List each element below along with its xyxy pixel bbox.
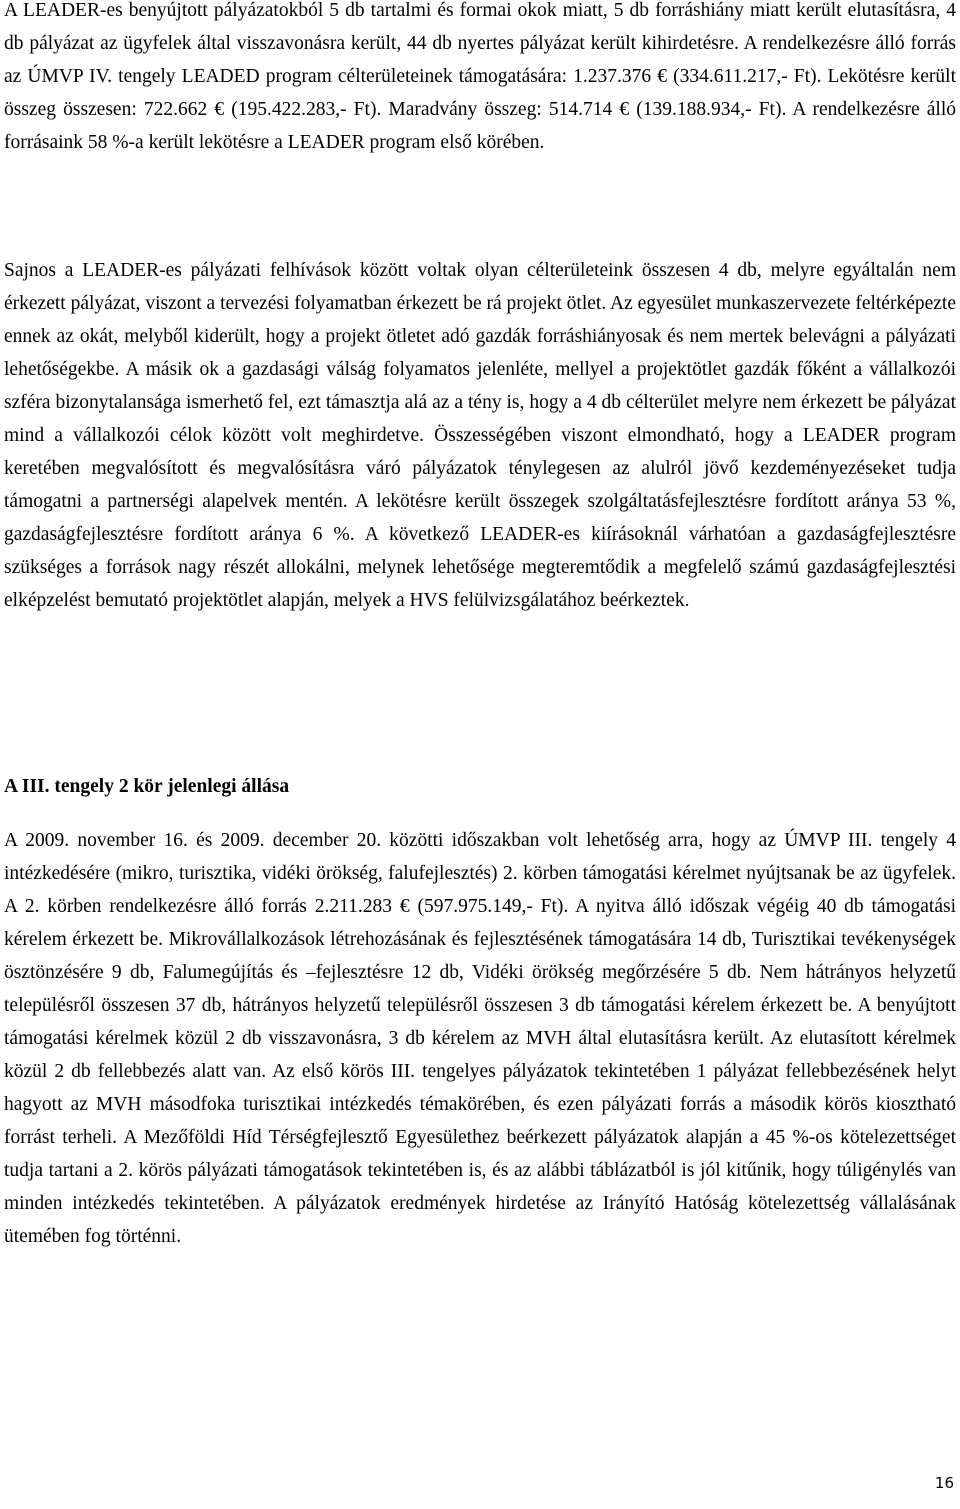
paragraph-leader-analysis: Sajnos a LEADER-es pályázati felhívások között voltak olyan célterületeink összesen 4 db, melyre egyáltalán nem érkezett pályázat, viszont a tervezési folyamatban érkezett be rá projekt ötlet. Az egyesület munkaszervezete feltérképezte ennek az okát, melyből kiderült, hogy a projekt ötletet adó gazdák forráshiányosak és nem mertek belevágni a pályázati lehetőségekbe. A másik ok a gazdasági válság folyamatos jelenléte, mellyel a projektötlet gazdák főként a vállalkozói szféra bizonytalansága ismerhető fel, ezt támasztja alá az a tény is, hogy a 4 db célterület melyre nem érkezett be pályázat mind a vállalkozói célok között volt meghirdetve. Összességében viszont elmondható, hogy a LEADER program keretében megvalósított és megvalósításra váró pályázatok ténylegesen az alulról jövő kezdeményezéseket tudja támogatni a partnerségi alapelvek mentén. A lekötésre került összegek szolgáltatásfejlesztésre fordított aránya 53 %, gazdaságfejlesztésre fordított aránya 6 %. A következő LEADER-es kiírásoknál várhatóan a gazdaságfejlesztésre szükséges a források nagy részét allokálni, melynek lehetősége megteremtődik a megfelelő számú gazdaságfejlesztési elképzelést bemutató projektötlet alapján, melyek a HVS felülvizsgálatához beérkeztek. <box>4 260 956 611</box>
page-number: 16 <box>934 1474 954 1492</box>
paragraph-axis-3-round-2: A 2009. november 16. és 2009. december 20. közötti időszakban volt lehetőség arra, hogy az ÚMVP III. tengely 4 intézkedésére (mikro, turisztika, vidéki örökség, falufejlesztés) 2. körben támogatási kérelmet nyújtsanak be az ügyfelek. A 2. körben rendelkezésre álló forrás 2.211.283 € (597.975.149,- Ft). A nyitva álló időszak végéig 40 db támogatási kérelem érkezett be. Mikrovállalkozások létrehozásának és fejlesztésének támogatására 14 db, Turisztikai tevékenységek ösztönzésére 9 db, Falumegújítás és –fejlesztésre 12 db, Vidéki örökség megőrzésére 5 db. Nem hátrányos helyzetű településről összesen 37 db, hátrányos helyzetű településről összesen 3 db támogatási kérelem érkezett be. A benyújtott támogatási kérelmek közül 2 db visszavonásra, 3 db kérelem az MVH által elutasításra került. Az elutasított kérelmek közül 2 db fellebbezés alatt van. Az első körös III. tengelyes pályázatok tekintetében 1 pályázat fellebbezésének helyt hagyott az MVH másodfoka turisztikai intézkedés témakörében, és ezen pályázati forrás a második körös kiosztható forrást terheli. A Mezőföldi Híd Térségfejlesztő Egyesülethez beérkezett pályázatok alapján a 45 %-os kötelezettséget tudja tartani a 2. körös pályázati támogatások tekintetében is, és az alábbi táblázatból is jól kitűnik, hogy túligénylés van minden intézkedés tekintetében. A pályázatok eredmények hirdetése az Irányító Hatóság kötelezettség vállalásának ütemében fog történni. <box>4 830 956 1247</box>
section-heading: A III. tengely 2 kör jelenlegi állása <box>4 776 290 797</box>
paragraph-leader-results: A LEADER-es benyújtott pályázatokból 5 db tartalmi és formai okok miatt, 5 db forráshiány miatt került elutasításra, 4 db pályázat az ügyfelek által visszavonásra került, 44 db nyertes pályázat került kihirdetésre. A rendelkezésre álló forrás az ÚMVP IV. tengely LEADED program célterületeinek támogatására: 1.237.376 € (334.611.217,- Ft). Lekötésre került összeg összesen: 722.662 € (195.422.283,- Ft). Maradvány összeg: 514.714 € (139.188.934,- Ft). A rendelkezésre álló forrásaink 58 %-a került lekötésre a LEADER program első körében. <box>4 0 956 153</box>
